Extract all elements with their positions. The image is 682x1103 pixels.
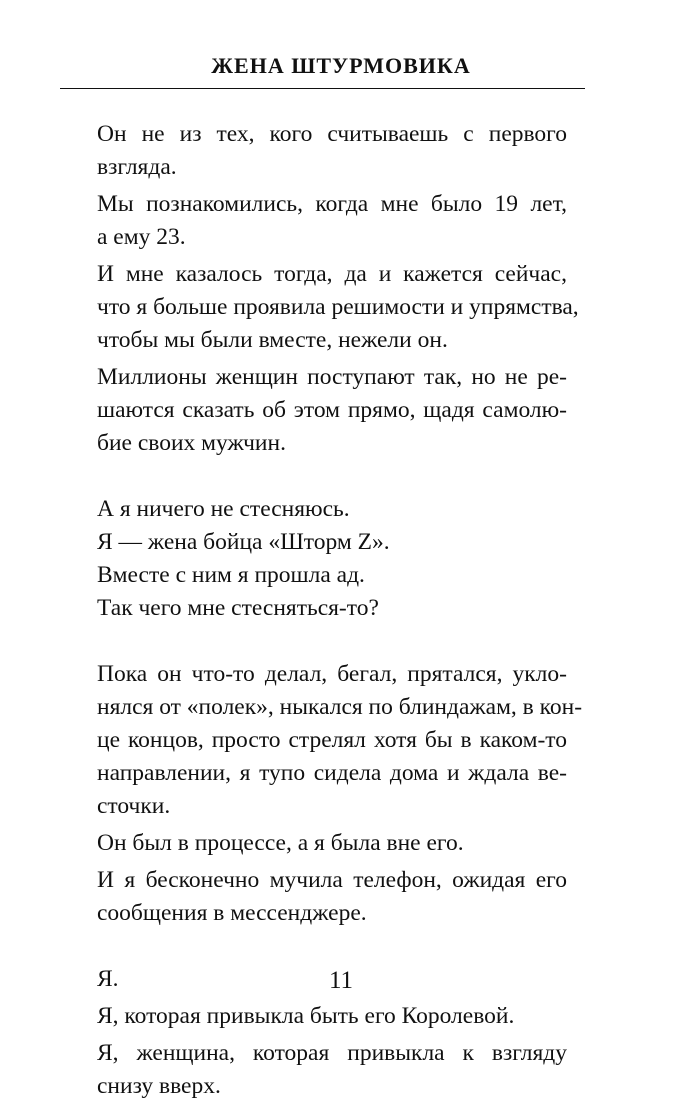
text-line: И я бесконечно мучила телефон, ожидая его [97,867,567,893]
paragraph [97,592,567,625]
text-line: Мы познакомились, когда мне было 19 лет, [97,191,567,217]
text-line: Я, которая привыкла быть его Королевой. [97,1003,515,1029]
page-number: 11 [328,967,354,994]
text-line: бие своих мужчин. [97,430,286,456]
text-line: Пока он что-то делал, бегал, прятался, укло- [97,661,567,687]
text-line: Я, женщина, которая привыкла к взгляду [97,1040,567,1066]
text-line: И мне казалось тогда, да и кажется сейчас, [97,261,567,287]
paragraph [97,658,583,823]
text-line: Так чего мне стесняться-то? [97,595,379,621]
paragraph [97,864,567,930]
paragraph [97,361,567,460]
text-line: Он был в процессе, а я была вне его. [97,830,464,856]
text-line: нялся от «полек», ныкался по блиндажам, в кон- [97,694,583,720]
text-line: Вместе с ним я прошла ад. [97,562,365,588]
text-line: а ему 23. [97,224,186,250]
paragraph [97,827,567,860]
paragraph [97,526,567,559]
text-line: Я. [97,966,119,992]
text-line: снизу вверх. [97,1073,221,1099]
paragraph [97,118,567,184]
paragraph [97,258,579,357]
body-text [97,118,583,1103]
text-line: Я — жена бойца «Шторм Z». [97,529,390,555]
text-line: что я больше проявила решимости и упрямства, [97,294,579,320]
paragraph [97,188,567,254]
running-head-title: ЖЕНА ШТУРМОВИКА [211,53,471,78]
paragraph [97,1037,567,1103]
header-rule [60,88,585,89]
paragraph [97,1000,567,1033]
text-line: Миллионы женщин поступают так, но не ре- [97,364,567,390]
text-line: чтобы мы были вместе, нежели он. [97,327,448,353]
text-line: сточки. [97,793,171,819]
text-line: Он не из тех, кого считываешь с первого [97,121,567,147]
text-line: взгляда. [97,154,177,180]
paragraph [97,493,567,526]
text-line: А я ничего не стесняюсь. [97,496,350,522]
text-line: сообщения в мессенджере. [97,900,367,926]
paragraph [97,559,567,592]
text-line: направлении, я тупо сидела дома и ждала ве- [97,760,567,786]
text-line: це концов, просто стрелял хотя бы в каком-то [97,727,567,753]
text-line: шаются сказать об этом прямо, щадя самолю- [97,397,567,423]
